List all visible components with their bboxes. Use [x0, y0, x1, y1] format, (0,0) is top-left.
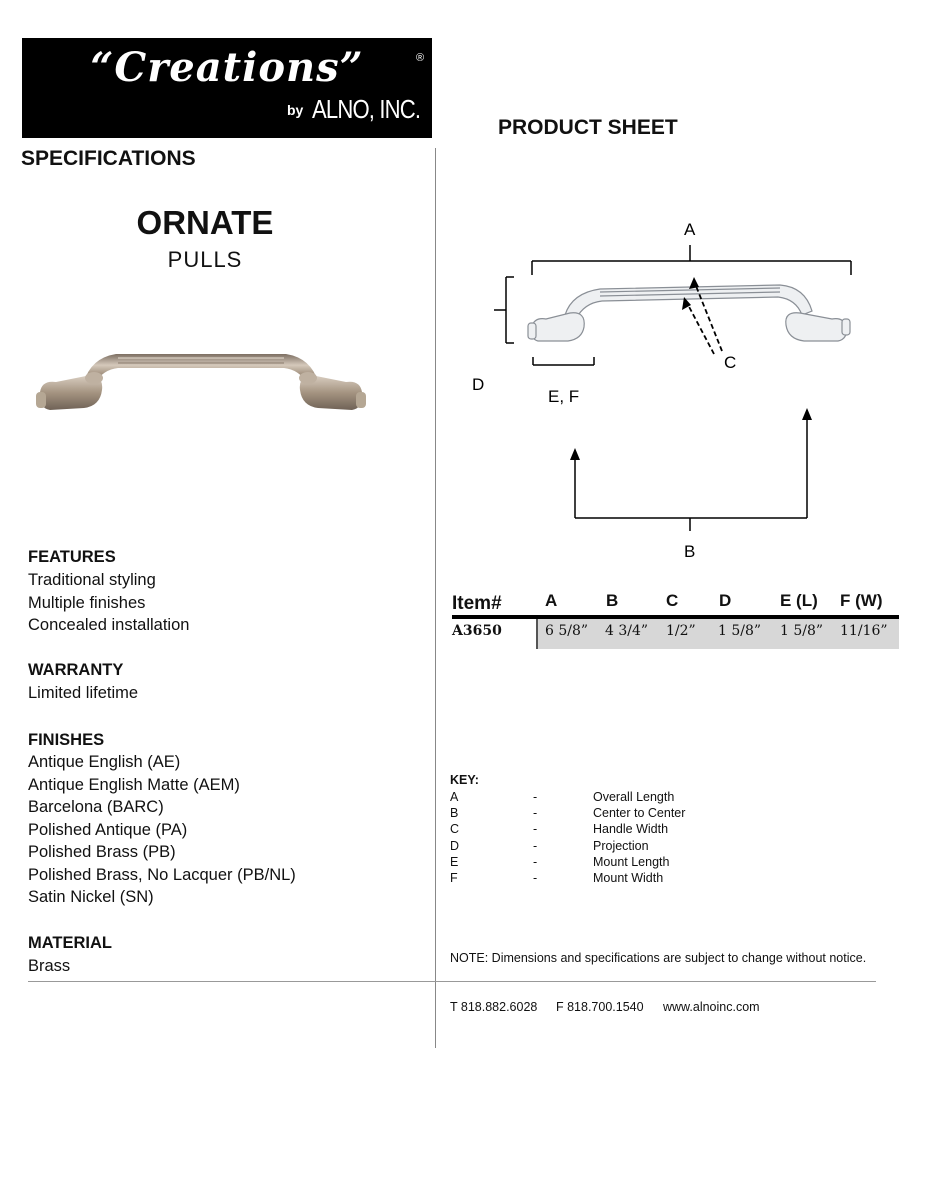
dimension-label-c: C — [724, 353, 737, 372]
key-dash: - — [533, 790, 538, 804]
key-meaning: Overall Length — [593, 790, 675, 804]
vertical-divider — [435, 148, 436, 1048]
logo-registered-mark: ® — [416, 52, 425, 64]
table-cell-a: 6 5/8” — [545, 623, 589, 639]
features-heading: FEATURES — [28, 548, 116, 566]
key-dash: - — [533, 839, 538, 853]
website-link[interactable]: www.alnoinc.com — [663, 1000, 760, 1014]
product-type: PULLS — [167, 247, 243, 272]
table-header-c: C — [666, 591, 679, 610]
table-row-divider — [536, 619, 538, 649]
material-item: Brass — [28, 957, 71, 975]
table-cell-c: 1/2” — [666, 623, 696, 639]
finish-item: Antique English (AE) — [28, 753, 181, 771]
product-sheet-heading: PRODUCT SHEET — [498, 116, 678, 139]
feature-item: Concealed installation — [28, 616, 190, 634]
table-header-item: Item# — [452, 593, 502, 614]
footer-rule — [28, 981, 876, 982]
product-name: ORNATE — [136, 204, 274, 241]
feature-item: Traditional styling — [28, 571, 156, 589]
key-meaning: Center to Center — [593, 806, 686, 820]
key-meaning: Mount Length — [593, 855, 670, 869]
material-heading: MATERIAL — [28, 934, 113, 952]
dimension-label-ef: E, F — [548, 387, 580, 406]
finish-item: Polished Antique (PA) — [28, 821, 188, 839]
dimension-b-bracket — [570, 408, 812, 531]
dimension-label-b: B — [684, 542, 696, 561]
key-letter: A — [450, 790, 459, 804]
table-header-d: D — [719, 591, 732, 610]
specifications-heading: SPECIFICATIONS — [21, 147, 196, 170]
contact-fax: F 818.700.1540 — [556, 1000, 644, 1014]
key-letter: C — [450, 822, 460, 836]
pull-line-drawing — [528, 285, 850, 341]
dimension-d-bracket — [494, 277, 514, 343]
table-header-a: A — [545, 591, 558, 610]
finish-item: Antique English Matte (AEM) — [28, 776, 240, 794]
brand-logo — [22, 38, 432, 138]
logo-by-text: by — [287, 102, 304, 118]
table-header-e: E (L) — [780, 591, 818, 610]
dimension-label-a: A — [684, 220, 696, 239]
key-meaning: Projection — [593, 839, 649, 853]
finish-item: Polished Brass, No Lacquer (PB/NL) — [28, 866, 296, 884]
table-cell-e: 1 5/8” — [780, 623, 824, 639]
table-cell-item: A3650 — [452, 623, 502, 639]
finish-item: Polished Brass (PB) — [28, 843, 176, 861]
arrowhead-icon — [689, 277, 699, 289]
product-photo — [36, 340, 366, 420]
key-meaning: Mount Width — [593, 871, 664, 885]
dimension-label-d: D — [472, 375, 485, 394]
dimension-ef-bracket — [533, 357, 594, 365]
warranty-heading: WARRANTY — [28, 661, 124, 679]
key-letter: D — [450, 839, 460, 853]
finish-item: Barcelona (BARC) — [28, 798, 164, 816]
key-heading: KEY: — [450, 773, 479, 787]
key-letter: F — [450, 871, 458, 885]
table-header-b: B — [606, 591, 619, 610]
key-dash: - — [533, 806, 538, 820]
logo-company-name: ALNO, INC. — [312, 94, 421, 124]
contact-phone: T 818.882.6028 — [450, 1000, 538, 1014]
key-dash: - — [533, 871, 538, 885]
table-cell-f: 11/16” — [840, 623, 888, 639]
finish-item: Satin Nickel (SN) — [28, 888, 154, 906]
logo-script-text: “Creations” — [90, 44, 364, 91]
table-header-f: F (W) — [840, 591, 883, 610]
dimension-diagram — [460, 215, 900, 570]
key-dash: - — [533, 855, 538, 869]
key-letter: B — [450, 806, 459, 820]
disclaimer-note: NOTE: Dimensions and specifications are subject to change without notice. — [450, 951, 867, 965]
key-letter: E — [450, 855, 459, 869]
table-cell-b: 4 3/4” — [605, 623, 649, 639]
feature-item: Multiple finishes — [28, 594, 146, 612]
warranty-item: Limited lifetime — [28, 684, 139, 702]
key-meaning: Handle Width — [593, 822, 669, 836]
dimension-a-bracket — [532, 245, 851, 275]
key-dash: - — [533, 822, 538, 836]
table-cell-d: 1 5/8” — [718, 623, 762, 639]
finishes-heading: FINISHES — [28, 731, 105, 749]
